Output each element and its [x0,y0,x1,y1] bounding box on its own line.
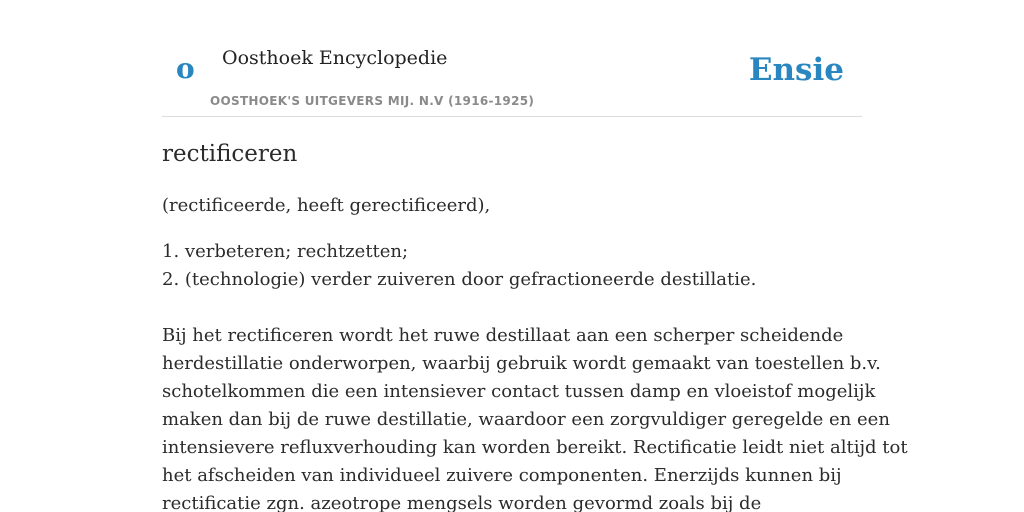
entry-forms: (rectificeerde, heeft gerectificeerd), [162,195,491,216]
header [162,0,862,117]
site-title[interactable]: Oosthoek Encyclopedie [222,47,448,69]
site-subtitle: OOSTHOEK'S UITGEVERS MIJ. N.V (1916-1925) [210,94,535,108]
entry-senses [162,238,756,294]
sense-item: 1. verbeteren; rechtzetten; [162,241,409,262]
body-line: rectificatie zgn. azeotrope mengsels worden gevormd zoals bij de [162,493,762,512]
entry-body [162,322,908,512]
body-line: herdestillatie onderworpen, waarbij gebruik wordt gemaakt van toestellen b.v. [162,353,881,374]
body-line: Bij het rectificeren wordt het ruwe destillaat aan een scherper scheidende [162,325,844,346]
page [162,0,908,512]
logo-icon[interactable]: o [176,52,195,85]
sense-item: 2. (technologie) verder zuiveren door gefractioneerde destillatie. [162,269,757,290]
body-line: schotelkommen die een intensiever contact tussen damp en vloeistof mogelijk [162,381,876,402]
body-line: maken dan bij de ruwe destillatie, waardoor een zorgvuldiger geregelde en een [162,409,890,430]
brand-logo[interactable]: Ensie [748,52,844,88]
body-line: intensievere refluxverhouding kan worden bereikt. Rectificatie leidt niet altijd tot [162,437,908,458]
entry-headword: rectificeren [162,141,298,167]
body-line: het afscheiden van individueel zuivere componenten. Enerzijds kunnen bij [162,465,842,486]
